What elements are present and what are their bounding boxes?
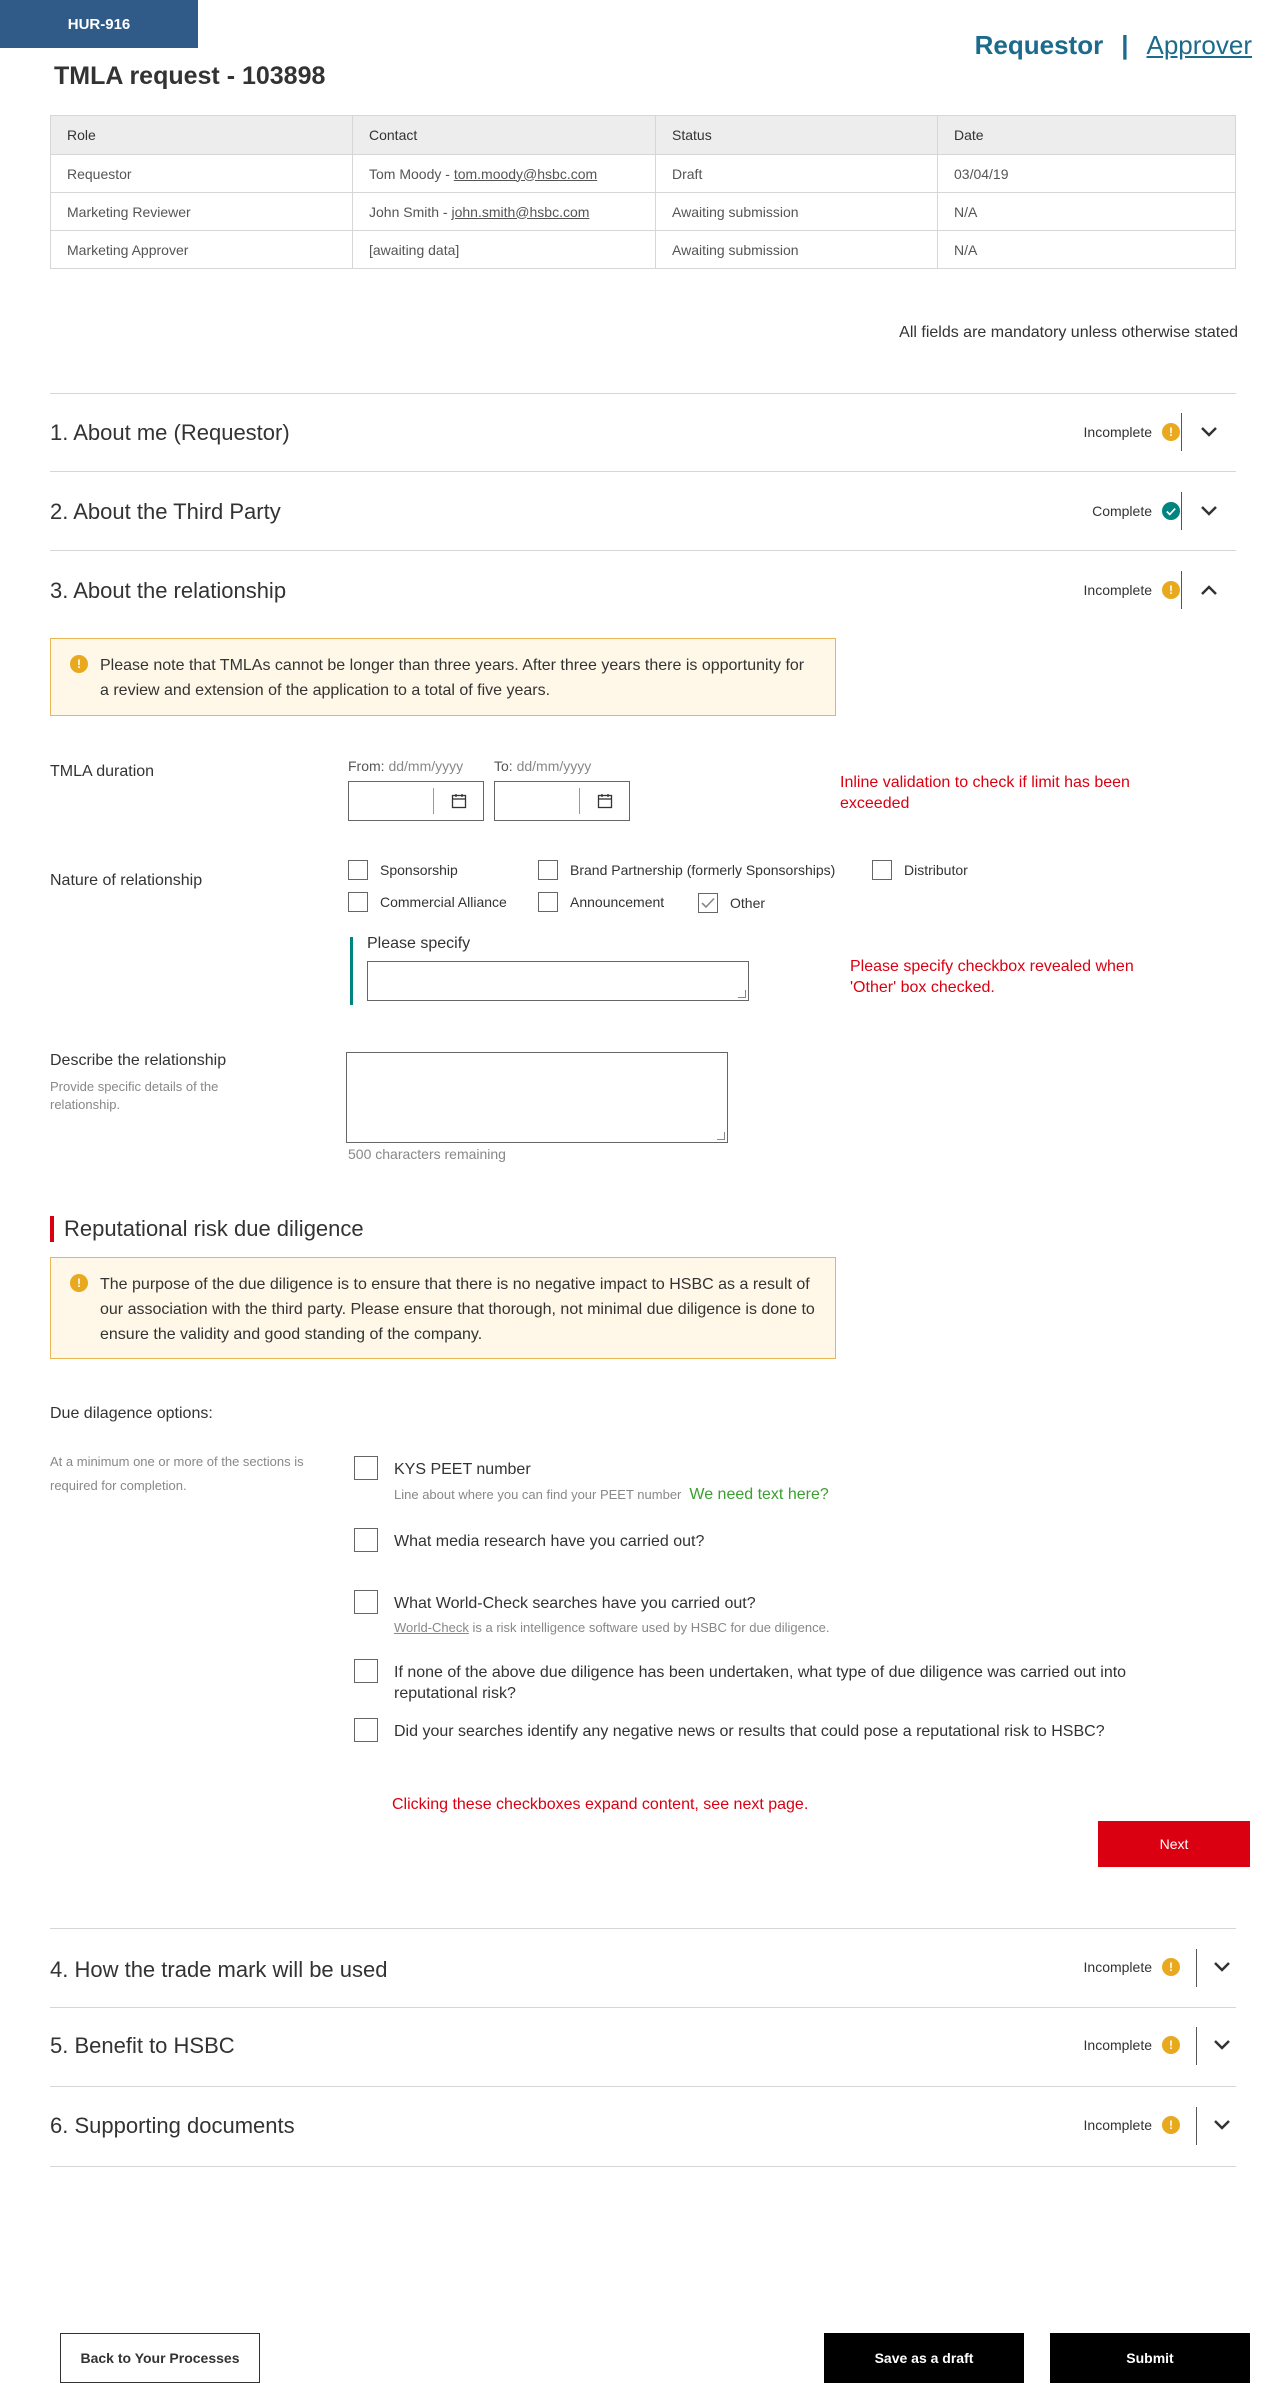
divider (50, 2007, 1236, 2008)
note-text: The purpose of the due diligence is to ensure that there is no negative impact to HSBC as a result of our association with the third party. Please ensure that thorough, not minimal due diligence is done to ensure the validity and good standing of the company. (100, 1276, 815, 1343)
checkbox-commercial-alliance[interactable] (348, 892, 507, 912)
section-1-status (1084, 423, 1180, 441)
section-5-title[interactable]: 5. Benefit to HSBC (50, 2033, 235, 2058)
due-diligence-options-label: Due dilagence options: (50, 1405, 213, 1422)
submit-button[interactable]: Submit (1050, 2333, 1250, 2383)
dd-option-negative-news[interactable] (354, 1718, 1214, 1742)
cell-date: 03/04/19 (938, 155, 1236, 193)
dd-option-label: Did your searches identify any negative news or results that could pose a reputational risk to HSBC? (394, 1723, 1105, 1740)
chevron-down-icon[interactable] (1192, 494, 1226, 528)
ticket-id-tag: HUR-916 (0, 0, 198, 48)
world-check-link[interactable]: World-Check (394, 1620, 469, 1635)
checkbox-checked[interactable] (698, 893, 718, 913)
checkbox[interactable] (348, 860, 368, 880)
table-header-row (51, 116, 1236, 155)
checkbox-label: Sponsorship (380, 862, 458, 878)
table-row (51, 155, 1236, 193)
from-date-label: From: dd/mm/yyyy (348, 758, 464, 774)
cell-date: N/A (938, 193, 1236, 231)
table-row (51, 231, 1236, 269)
column-header-contact: Contact (353, 116, 656, 155)
checkbox-label: Brand Partnership (formerly Sponsorships) (570, 862, 836, 878)
check-circle-icon (1162, 502, 1180, 520)
status-label: Incomplete (1083, 582, 1152, 598)
due-diligence-info-note (50, 1257, 836, 1359)
to-date-label: To: dd/mm/yyyy (494, 758, 592, 774)
page-title: TMLA request - 103898 (54, 62, 326, 90)
checkbox[interactable] (354, 1456, 378, 1480)
cell-status: Draft (656, 155, 938, 193)
from-date-input[interactable] (348, 781, 484, 821)
note-text: Please note that TMLAs cannot be longer than three years. After three years there is opportunity for a review and extension of the application to a total of five years. (100, 657, 805, 699)
role-requestor-active: Requestor (974, 30, 1104, 60)
column-header-date: Date (938, 116, 1236, 155)
chevron-down-icon[interactable] (1205, 2108, 1239, 2142)
chevron-down-icon[interactable] (1192, 415, 1226, 449)
exclamation-circle-icon: ! (1162, 423, 1180, 441)
exclamation-circle-icon: ! (1162, 2116, 1180, 2134)
checkbox[interactable] (538, 892, 558, 912)
dd-option-label: KYS PEET number (394, 1461, 531, 1478)
please-specify-annotation: Please specify checkbox revealed when 'Other' box checked. (850, 958, 1134, 996)
please-specify-textarea[interactable] (367, 961, 749, 1001)
mandatory-fields-note: All fields are mandatory unless otherwise stated (899, 324, 1238, 341)
role-switcher (975, 30, 1252, 61)
vertical-divider (1181, 413, 1182, 451)
cell-status: Awaiting submission (656, 193, 938, 231)
to-date-input[interactable] (494, 781, 630, 821)
text-needed-annotation: We need text here? (689, 1486, 829, 1503)
dd-option-help: Line about where you can find your PEET number We need text here? (394, 1486, 829, 1503)
checkbox-other[interactable] (698, 893, 765, 913)
expand-content-annotation: Clicking these checkboxes expand content, see next page. (392, 1796, 809, 1813)
chevron-down-icon[interactable] (1205, 1950, 1239, 1984)
exclamation-circle-icon: ! (70, 1274, 88, 1292)
section-2-title[interactable]: 2. About the Third Party (50, 499, 281, 524)
checkbox[interactable] (354, 1590, 378, 1614)
due-diligence-options-hint: At a minimum one or more of the sections is required for completion. (50, 1454, 304, 1493)
checkbox-brand-partnership[interactable] (538, 860, 835, 880)
divider (50, 471, 1236, 472)
dd-option-media-research[interactable] (354, 1528, 704, 1552)
vertical-divider (1181, 492, 1182, 530)
cell-contact: [awaiting data] (353, 231, 656, 269)
cell-role: Marketing Reviewer (51, 193, 353, 231)
vertical-divider (1196, 2027, 1197, 2065)
exclamation-circle-icon: ! (70, 655, 88, 673)
dd-option-kys-peet[interactable] (354, 1456, 829, 1504)
divider (50, 2086, 1236, 2087)
status-label: Incomplete (1083, 2117, 1152, 2133)
role-status-table (50, 115, 1236, 269)
checkbox[interactable] (872, 860, 892, 880)
checkbox[interactable] (354, 1718, 378, 1742)
dd-option-label: What media research have you carried out? (394, 1533, 705, 1550)
checkbox[interactable] (354, 1659, 378, 1683)
divider (50, 2166, 1236, 2167)
section-4-status (1084, 1958, 1180, 1976)
chevron-down-icon[interactable] (1205, 2028, 1239, 2062)
section-3-status (1084, 581, 1180, 599)
nature-of-relationship-label: Nature of relationship (50, 872, 203, 889)
section-6-status (1084, 2116, 1180, 2134)
divider (50, 550, 1236, 551)
checkbox-announcement[interactable] (538, 892, 664, 912)
checkbox-distributor[interactable] (872, 860, 968, 880)
next-button[interactable]: Next (1098, 1821, 1250, 1867)
vertical-divider (1196, 2107, 1197, 2145)
section-5-status (1084, 2036, 1180, 2054)
dd-option-other-diligence[interactable] (354, 1659, 1154, 1704)
duration-info-note (50, 638, 836, 716)
checkbox-label: Other (730, 895, 766, 911)
divider (50, 1928, 1236, 1929)
exclamation-circle-icon: ! (1162, 2036, 1180, 2054)
divider (50, 393, 1236, 394)
section-1-title[interactable]: 1. About me (Requestor) (50, 420, 290, 445)
role-approver-link[interactable]: Approver (1146, 30, 1252, 60)
chevron-up-icon[interactable] (1192, 573, 1226, 607)
dd-option-label: If none of the above due diligence has been undertaken, what type of due diligence was carried out into reputational risk? (394, 1664, 1127, 1702)
reputational-risk-heading: Reputational risk due diligence (50, 1216, 364, 1242)
describe-relationship-label: Describe the relationship (50, 1052, 227, 1069)
characters-remaining: 500 characters remaining (348, 1146, 506, 1162)
save-draft-button[interactable]: Save as a draft (824, 2333, 1024, 2383)
please-specify-group (350, 937, 750, 1005)
contact-email-link[interactable]: tom.moody@hsbc.com (453, 165, 598, 182)
duration-validation-annotation: Inline validation to check if limit has been exceeded (840, 774, 1130, 812)
dd-option-label: What World-Check searches have you carried out? (394, 1595, 756, 1612)
vertical-divider (1196, 1949, 1197, 1987)
role-separator: | (1121, 30, 1129, 60)
checkbox-label: Commercial Alliance (380, 894, 507, 910)
cell-date: N/A (938, 231, 1236, 269)
exclamation-circle-icon: ! (1162, 581, 1180, 599)
tmla-duration-label: TMLA duration (50, 763, 155, 780)
column-header-status: Status (656, 116, 938, 155)
calendar-icon[interactable] (597, 793, 613, 809)
status-label: Complete (1092, 503, 1152, 519)
status-label: Incomplete (1083, 424, 1152, 440)
column-header-role: Role (51, 116, 353, 155)
cell-status: Awaiting submission (656, 231, 938, 269)
dd-option-help: World-Check is a risk intelligence software used by HSBC for due diligence. (394, 1620, 830, 1635)
checkbox[interactable] (354, 1528, 378, 1552)
checkmark-icon (701, 897, 715, 909)
cell-contact: John Smith - john.smith@hsbc.com (353, 193, 656, 231)
section-6-title[interactable]: 6. Supporting documents (50, 2113, 295, 2138)
cell-role: Marketing Approver (51, 231, 353, 269)
vertical-divider (1181, 571, 1182, 609)
calendar-icon[interactable] (451, 793, 467, 809)
back-to-processes-button[interactable]: Back to Your Processes (60, 2333, 260, 2383)
checkbox-label: Distributor (904, 862, 968, 878)
status-label: Incomplete (1083, 2037, 1152, 2053)
section-2-status (1092, 502, 1180, 520)
checkbox[interactable] (348, 892, 368, 912)
section-4-title[interactable]: 4. How the trade mark will be used (50, 1957, 388, 1982)
checkbox[interactable] (538, 860, 558, 880)
cell-contact: Tom Moody - tom.moody@hsbc.com (353, 155, 656, 193)
checkbox-label: Announcement (570, 894, 665, 910)
exclamation-circle-icon: ! (1162, 1958, 1180, 1976)
describe-relationship-hint: Provide specific details of the relationship. (50, 1079, 219, 1112)
dd-option-world-check[interactable] (354, 1590, 829, 1635)
table-row (51, 193, 1236, 231)
status-label: Incomplete (1083, 1959, 1152, 1975)
please-specify-label: Please specify (367, 935, 471, 952)
section-3-title[interactable]: 3. About the relationship (50, 578, 287, 603)
contact-email-link[interactable]: john.smith@hsbc.com (451, 203, 590, 220)
describe-relationship-textarea[interactable] (346, 1052, 728, 1143)
cell-role: Requestor (51, 155, 353, 193)
checkbox-sponsorship[interactable] (348, 860, 458, 880)
